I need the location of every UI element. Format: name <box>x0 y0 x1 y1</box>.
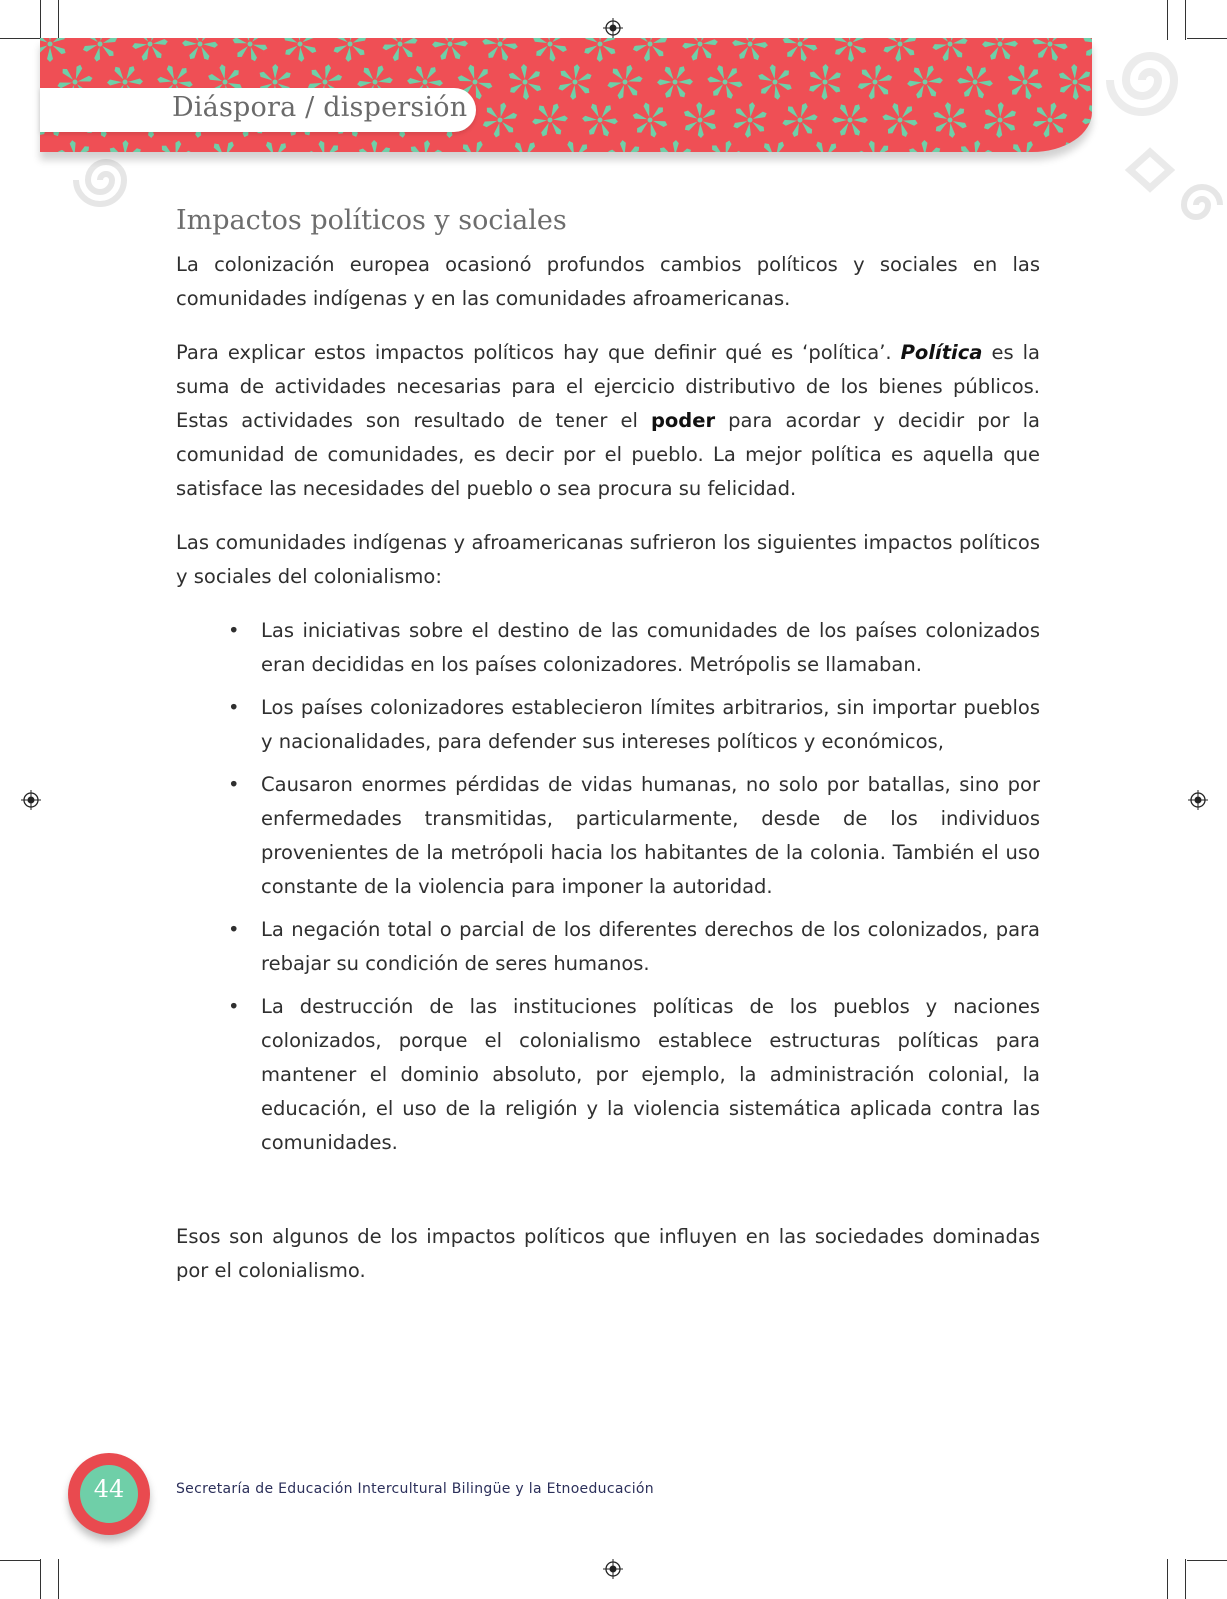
flower-icon <box>479 99 520 142</box>
page-number-badge <box>68 1453 150 1535</box>
crop-mark <box>1185 1559 1186 1599</box>
header-title: Diáspora / dispersión <box>172 92 468 123</box>
registration-mark-icon <box>603 1559 623 1579</box>
flower-icon <box>1003 135 1047 152</box>
flower-icon <box>731 100 770 140</box>
flower-icon <box>154 137 195 152</box>
flower-icon <box>176 38 224 68</box>
list-item-text: La destrucción de las instituciones políticas de los pueblos y naciones colonizados, porque el colonialismo establece estructuras políticas para mantener el dominio absoluto, por ejemplo, la administración colonial, la educación, el uso de la religión y la violencia sistemática aplicada contra las comunidades. <box>261 995 1040 1154</box>
impacts-list <box>176 614 1040 1160</box>
main-content <box>176 205 1040 1308</box>
spiral-ornament-icon <box>1090 20 1227 250</box>
flower-icon <box>603 60 647 105</box>
flower-icon <box>676 96 725 144</box>
list-item-text: Los países colonizadores establecieron límites arbitrarios, sin importar pueblos y nacionalidades, para defender sus intereses políticos y económicos, <box>261 696 1040 753</box>
flower-icon <box>300 133 350 152</box>
flower-icon <box>50 133 99 152</box>
list-item <box>228 913 1040 981</box>
registration-mark-icon <box>21 790 41 810</box>
flower-icon <box>107 139 142 152</box>
registration-mark-icon <box>603 18 623 38</box>
crop-mark <box>40 1559 41 1599</box>
flower-icon <box>925 95 974 144</box>
list-item-text: Causaron enormes pérdidas de vidas humanas, no solo por batallas, sino por enfermedades transmitidas, particularmente, desde de los individuos provenientes de la metrópoli hacia los habitantes de la colonia. También el uso constante de la violencia para imponer la autoridad. <box>261 773 1040 898</box>
paragraph-definition <box>176 336 1040 506</box>
flower-icon <box>902 59 948 106</box>
bullet-icon: • <box>228 619 240 642</box>
bullet-icon: • <box>228 995 240 1018</box>
paragraph-text: es la suma de actividades necesarias para el ejercicio distributivo de los bienes públicos. Estas actividades son resultado de tener el <box>176 341 1040 432</box>
flower-icon <box>331 38 369 64</box>
crop-mark <box>1167 1559 1168 1599</box>
flower-icon <box>501 58 550 106</box>
crop-mark <box>40 0 41 40</box>
flower-icon <box>854 61 895 104</box>
flower-icon <box>40 38 67 62</box>
flower-icon <box>752 134 798 152</box>
flower-icon <box>600 133 649 152</box>
flower-icon <box>1000 57 1050 107</box>
flower-icon <box>775 38 825 69</box>
flower-icon <box>80 38 120 65</box>
flower-icon <box>127 38 172 67</box>
bullet-icon: • <box>228 773 240 796</box>
flower-icon <box>475 38 524 69</box>
flower-icon <box>453 135 497 152</box>
list-item <box>228 768 1040 904</box>
flower-icon <box>651 58 698 106</box>
flower-icon <box>625 95 675 145</box>
term-poder: poder <box>650 409 716 432</box>
bullet-icon: • <box>228 696 240 719</box>
flower-icon <box>576 95 625 144</box>
paragraph-closing: Esos son algunos de los impactos políticos que influyen en las sociedades dominadas por el colonialismo. <box>176 1225 1040 1282</box>
flower-icon <box>982 101 1018 139</box>
flower-icon <box>525 38 575 69</box>
flower-icon <box>807 63 842 100</box>
page-number: 44 <box>93 1475 125 1503</box>
flower-icon <box>501 134 549 152</box>
flower-icon <box>801 133 850 152</box>
bullet-icon: • <box>228 918 240 941</box>
flower-icon <box>583 38 618 62</box>
flower-icon <box>1077 96 1092 143</box>
flower-icon <box>901 134 950 152</box>
flower-icon <box>1029 98 1071 141</box>
flower-icon <box>275 38 324 68</box>
flower-icon <box>677 38 723 67</box>
flower-icon <box>556 62 594 102</box>
section-heading: Impactos políticos y sociales <box>176 205 567 236</box>
flower-icon <box>225 38 275 69</box>
flower-icon <box>1051 134 1092 152</box>
flower-icon <box>550 133 599 152</box>
flower-icon <box>1025 38 1074 69</box>
flower-icon <box>630 38 671 65</box>
flower-icon <box>826 96 874 144</box>
flower-icon <box>778 97 822 142</box>
crop-mark <box>1187 1560 1227 1561</box>
crop-mark <box>58 1559 59 1599</box>
crop-mark <box>0 38 40 39</box>
flower-icon <box>875 95 924 145</box>
flower-icon <box>850 133 900 152</box>
list-item <box>228 691 1040 759</box>
list-item-text: La negación total o parcial de los diferentes derechos de los colonizados, para rebajar su condición de seres humanos. <box>261 918 1040 975</box>
flower-icon <box>955 138 994 152</box>
list-item <box>228 990 1040 1160</box>
term-politica: Política <box>900 341 983 364</box>
paragraph-text: Para explicar estos impactos políticos hay que definir qué es ‘política’. <box>176 341 901 364</box>
flower-icon <box>1051 58 1092 106</box>
flower-icon <box>426 38 473 68</box>
paragraph-list-intro: Las comunidades indígenas y afroamericanas sufrieron los siguientes impactos políticos y sociales del colonialismo: <box>176 531 1040 588</box>
flower-icon <box>826 38 875 68</box>
list-item <box>228 614 1040 682</box>
flower-icon <box>750 57 799 106</box>
registration-mark-icon <box>1188 790 1208 810</box>
flower-icon <box>704 136 746 152</box>
paragraph-intro: La colonización europea ocasionó profundos cambios políticos y sociales en las comunidades indígenas y en las comunidades afroamericanas. <box>176 253 1040 310</box>
flower-icon <box>657 139 693 152</box>
crop-mark <box>0 1560 40 1561</box>
flower-icon <box>700 57 749 107</box>
flower-icon <box>406 138 445 152</box>
flower-icon <box>251 133 300 152</box>
flower-icon <box>527 97 573 144</box>
flower-icon <box>951 57 1000 106</box>
flower-icon <box>726 38 774 68</box>
flower-icon <box>1075 38 1092 69</box>
crop-mark <box>58 0 59 40</box>
flower-icon <box>378 38 421 66</box>
paragraph-text: para acordar y decidir por la comunidad de comunidades, es decir por el pueblo. La mejor política es aquella que satisface las necesidades del pueblo o sea procura su felicidad. <box>176 409 1040 500</box>
footer-publisher: Secretaría de Educación Intercultural Bilingüe y la Etnoeducación <box>176 1481 654 1497</box>
flower-icon <box>928 38 972 66</box>
list-item-text: Las iniciativas sobre el destino de las comunidades de los países colonizados eran decididas en los países colonizadores. Metrópolis se llamaban. <box>261 619 1040 676</box>
flower-icon <box>202 135 248 152</box>
flower-icon <box>976 38 1023 68</box>
flower-icon <box>351 134 400 152</box>
spiral-ornament-icon <box>56 140 156 220</box>
flower-icon <box>881 38 919 64</box>
